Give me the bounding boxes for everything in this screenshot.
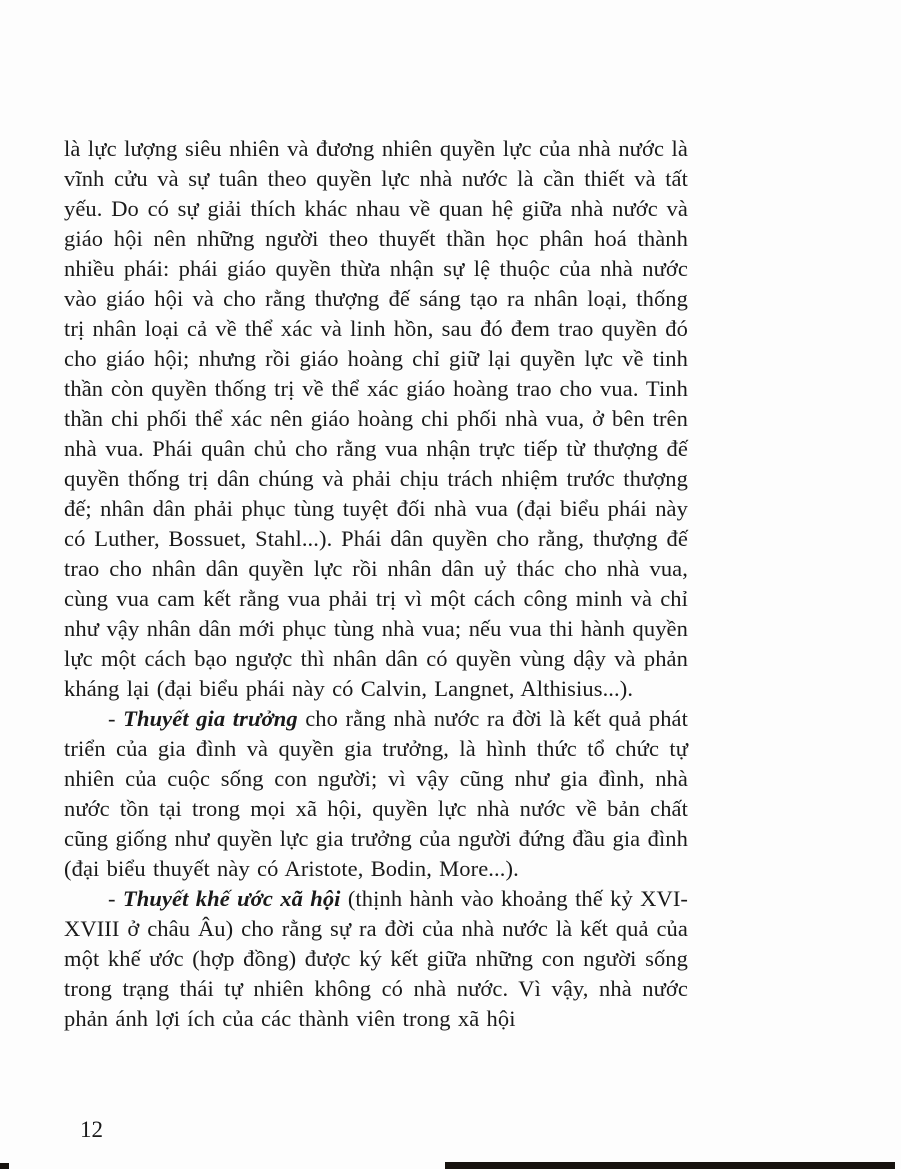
paragraph-dash: - (108, 886, 116, 911)
paragraph-patriarchal-theory (64, 704, 688, 884)
page-text-column (64, 134, 688, 1034)
paragraph-theological-schools (64, 134, 688, 704)
paragraph-social-contract-theory (64, 884, 688, 1034)
theory-name-italic: Thuyết khế ước xã hội (122, 886, 341, 911)
page-number: 12 (80, 1117, 103, 1142)
scan-artifact-bar (445, 1162, 895, 1169)
scan-artifact-dot (0, 1163, 9, 1169)
paragraph-dash: - (108, 706, 116, 731)
theory-name-italic: Thuyết gia trưởng (123, 706, 298, 731)
paragraph-text: là lực lượng siêu nhiên và đương nhiên quyền lực của nhà nước là vĩnh cửu và sự tuân theo quyền lực nhà nước là cần thiết và tất yếu. Do có sự giải thích khác nhau về quan hệ giữa nhà nước và giáo hội nên những người theo thuyết thần học phân hoá thành nhiều phái: phái giáo quyền thừa nhận sự lệ thuộc của nhà nước vào giáo hội và cho rằng thượng đế sáng tạo ra nhân loại, thống trị nhân loại cả về thể xác và linh hồn, sau đó đem trao quyền đó cho giáo hội; nhưng rồi giáo hoàng chỉ giữ lại quyền lực về tinh thần còn quyền thống trị về thể xác giáo hoàng trao cho vua. Tinh thần chi phối thể xác nên giáo hoàng chi phối nhà vua, ở bên trên nhà vua. Phái quân chủ cho rằng vua nhận trực tiếp từ thượng đế quyền thống trị dân chúng và phải chịu trách nhiệm trước thượng đế; nhân dân phải phục tùng tuyệt đối nhà vua (đại biểu phái này có Luther, Bossuet, Stahl...). Phái dân quyền cho rằng, thượng đế trao cho nhân dân quyền lực rồi nhân dân uỷ thác cho nhà vua, cùng vua cam kết rằng vua phải trị vì một cách công minh và chỉ như vậy nhân dân mới phục tùng nhà vua; nếu vua thi hành quyền lực một cách bạo ngược thì nhân dân có quyền vùng dậy và phản kháng lại (đại biểu phái này có Calvin, Langnet, Althisius...). (64, 136, 688, 701)
paragraph-text: cho rằng nhà nước ra đời là kết quả phát triển của gia đình và quyền gia trưởng, là hình thức tổ chức tự nhiên của cuộc sống con người; vì vậy cũng như gia đình, nhà nước tồn tại trong mọi xã hội, quyền lực nhà nước về bản chất cũng giống như quyền lực gia trưởng của người đứng đầu gia đình (đại biểu thuyết này có Aristote, Bodin, More...). (64, 706, 688, 881)
paragraph-text: (thịnh hành vào khoảng thế kỷ XVI-XVIII ở châu Âu) cho rằng sự ra đời của nhà nước là kết quả của một khế ước (hợp đồng) được ký kết giữa những con người sống trong trạng thái tự nhiên không có nhà nước. Vì vậy, nhà nước phản ánh lợi ích của các thành viên trong xã hội (64, 886, 689, 1031)
